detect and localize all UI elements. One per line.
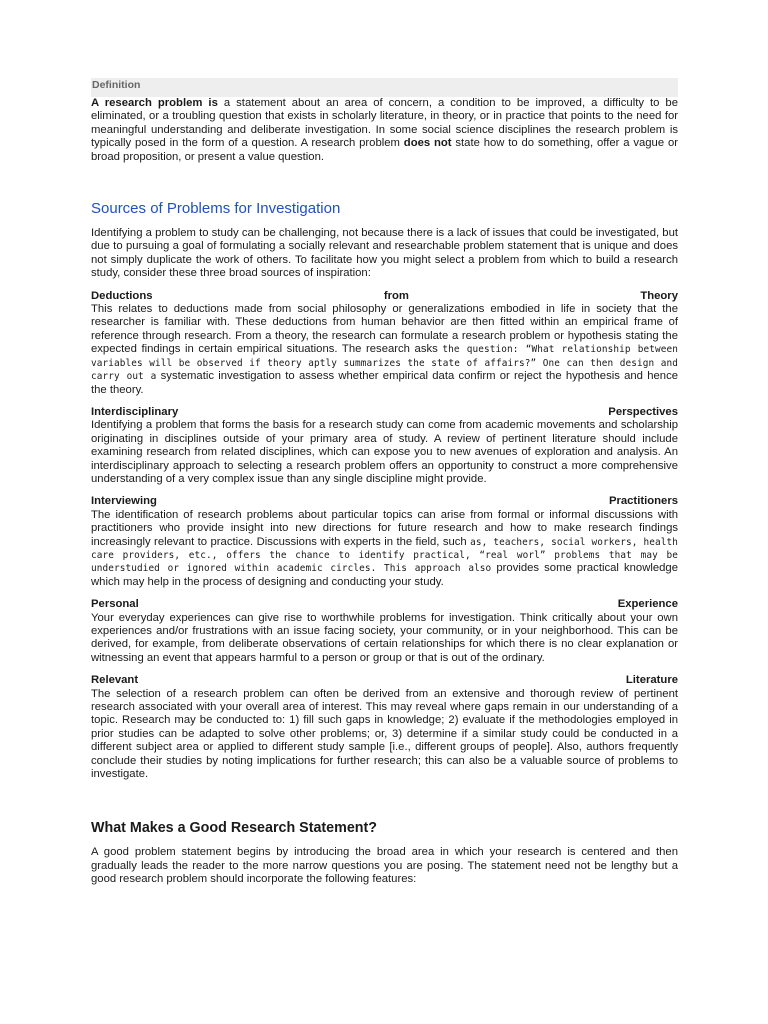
interdisciplinary-heading xyxy=(91,406,678,419)
personal-paragraph: Your everyday experiences can give rise to worthwhile problems for investigation. Think critically about your own experiences and/or frustrations with an issue facing society, your community, or in your neighborhood. This can be derived, for example, from deliberate observations of certain relationships for which there is no clear explanation or witnessing an event that appears harmful to a person or group or that is out of the ordinary. xyxy=(91,611,678,664)
definition-text-2: state how to do something, offer a vague or broad proposition, or present a value question. xyxy=(91,137,679,163)
document-content xyxy=(91,78,678,887)
interdisciplinary-heading-word-2: Perspectives xyxy=(608,405,678,418)
interdisciplinary-heading-word-1: Interdisciplinary xyxy=(91,405,179,418)
definition-does-not: does not xyxy=(403,137,452,150)
interviewing-text-b: provides some practical knowledge which may help in the process of designing and conducting your study. xyxy=(91,562,678,588)
interviewing-paragraph xyxy=(91,509,678,589)
deductions-heading xyxy=(91,290,678,303)
interviewing-heading xyxy=(91,495,678,508)
interviewing-text-a: The identification of research problems about particular topics can arise from formal or informal discussions with practitioners who provide insight into new directions for future research and how to make research findings increasingly relevant to practice. Discussions with experts in the field, such xyxy=(91,508,678,548)
personal-heading xyxy=(91,598,678,611)
relevant-heading xyxy=(91,674,678,687)
sources-intro: Identifying a problem to study can be challenging, not because there is a lack of issues that could be investigated, but due to pursuing a goal of formulating a socially relevant and researchable problem statement that is unique and does not simply duplicate the work of others. To facilitate how you might select a problem from which to build a research study, consider these three broad sources of inspiration: xyxy=(91,227,678,280)
interviewing-heading-word-2: Practitioners xyxy=(608,495,678,508)
definition-lead: A research problem is xyxy=(91,97,218,109)
definition-bar: Definition xyxy=(91,78,678,97)
personal-heading-word-1: Personal xyxy=(91,598,139,611)
interviewing-text-mono: as, teachers, social workers, health care providers, etc., offers the chance to identify practical, “real worl” problems that may be understudied or ignored within academic circles. This approach also xyxy=(91,536,678,575)
definition-paragraph xyxy=(91,97,678,164)
good-statement-intro: A good problem statement begins by introducing the broad area in which your research is centered and then gradually leads the reader to the more narrow questions you are posing. The statement need not be lengthy but a good research problem should incorporate the following features: xyxy=(91,846,678,886)
deductions-heading-word-3: Theory xyxy=(640,289,678,302)
deductions-heading-word-1: Deductions xyxy=(91,289,153,302)
deductions-text-b: systematic investigation to assess whether empirical data confirm or reject the hypothesis and hence the theory. xyxy=(91,370,678,396)
relevant-paragraph: The selection of a research problem can often be derived from an extensive and thorough review of pertinent research associated with your overall area of interest. This may reveal where gaps remain in our understanding of a topic. Research may be conducted to: 1) fill such gaps in knowledge; 2) evaluate if the methodologies employed in prior studies can be adapted to solve other problems; or, 3) determine if a similar study could be conducted in a different subject area or applied to different study sample [i.e., different groups of people]. Also, authors frequently conclude their studies by noting implications for further research; this can also be a valuable source of problems to investigate. xyxy=(91,687,678,781)
deductions-text-a: This relates to deductions made from social philosophy or generalizations embodied in life in society that the researcher is familiar with. These deductions from human behavior are then fitted within an empirical frame of reference through research. From a theory, the research can formulate a research problem or hypothesis stating the expected findings in certain empirical situations. The research asks xyxy=(91,303,678,356)
personal-heading-word-2: Experience xyxy=(617,598,678,611)
definition-text-1: a statement about an area of concern, a condition to be improved, a difficulty to be eliminated, or a troubling question that exists in scholarly literature, in theory, or in practice that points to the need for meaningful understanding and deliberate investigation. In some social science disciplines the research problem is typically posed in the form of a question. A research problem xyxy=(91,97,678,150)
interviewing-heading-word-1: Interviewing xyxy=(91,495,157,508)
deductions-heading-word-2: from xyxy=(383,289,409,302)
deductions-text-mono: the question: “What relationship between variables will be observed if theory aptly summarizes the state of affairs?” One can then design and carry out a xyxy=(91,344,678,383)
good-statement-heading: What Makes a Good Research Statement? xyxy=(91,820,378,837)
relevant-heading-word-1: Relevant xyxy=(91,674,139,687)
sources-heading: Sources of Problems for Investigation xyxy=(91,200,341,218)
deductions-paragraph xyxy=(91,303,678,397)
relevant-heading-word-2: Literature xyxy=(625,674,678,687)
interdisciplinary-paragraph: Identifying a problem that forms the basis for a research study can come from academic movements and scholarship originating in disciplines outside of your primary area of study. A review of pertinent literature should include examining research from related disciplines, which can expose you to new avenues of exploration and analysis. An interdisciplinary approach to selecting a research problem offers an opportunity to construct a more comprehensive understanding of a very complex issue than any single discipline might provide. xyxy=(91,419,678,485)
